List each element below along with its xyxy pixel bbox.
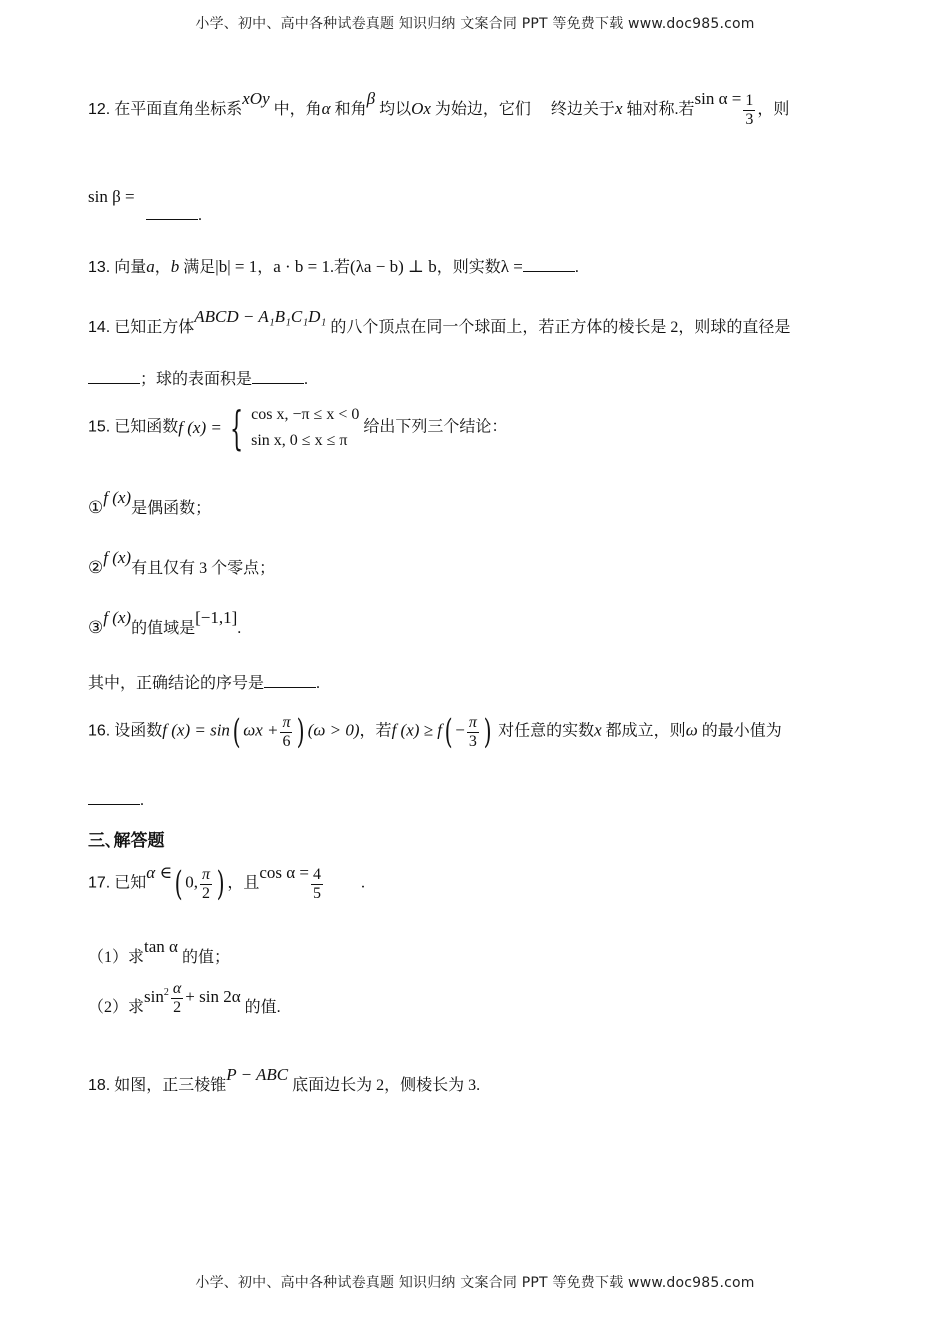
- question-14: 14. 已知正方体ABCD − A₁B₁C₁D₁ 的八个顶点在同一个球面上，若正方体的棱长是 2，则球的直径是: [88, 307, 791, 336]
- page-header: 小学、初中、高中各种试卷真题 知识归纳 文案合同 PPT 等免费下载 www.doc985.com: [195, 16, 755, 32]
- question-18: 18. 如图，正三棱锥P − ABC 底面边长为 2，侧棱长为 3.: [88, 1065, 481, 1094]
- question-16-answer-line: .: [88, 792, 144, 810]
- answer-blank: [146, 207, 198, 220]
- answer-blank: [88, 792, 140, 805]
- piecewise-function: f (x) = { cos x, −π ≤ x < 0 sin x, 0 ≤ x ≤ π: [178, 400, 360, 455]
- question-15-answer-line: 其中，正确结论的序号是 .: [88, 675, 321, 692]
- question-17-part-1: （1）求tan α 的值；: [88, 937, 230, 966]
- conclusion-2: ②f (x)有且仅有 3 个零点；: [88, 548, 276, 578]
- math-abs-b: |b| = 1: [215, 257, 258, 276]
- math-cube: ABCD − A₁B₁C₁D₁: [194, 307, 327, 326]
- math-xoy: xOy: [242, 88, 270, 108]
- question-14-answer-line: ；球的表面积是 .: [88, 366, 308, 389]
- answer-blank: [264, 675, 316, 688]
- question-17: 17. 已知α ∈( 0, $\frac{\pi}{2}$ ) ，且cos α = $\frac{4}{5}$ .: [88, 862, 365, 904]
- answer-blank: [252, 371, 304, 384]
- question-number: 12.: [88, 100, 111, 118]
- answer-blank: [523, 259, 575, 272]
- conclusion-3: ③f (x)的值域是[−1,1].: [88, 608, 242, 638]
- page-footer: 小学、初中、高中各种试卷真题 知识归纳 文案合同 PPT 等免费下载 www.doc985.com: [195, 1275, 755, 1291]
- question-16: 16. 设函数f (x) = sin( ωx + $\frac{\pi}{6}$ ) (ω > 0)，若f (x) ≥ f( − $\frac{\pi}{3}$ ) 对任意的实数x 都成立，则ω 的最小值为: [88, 712, 782, 752]
- math-sin-alpha: sin α =: [694, 88, 742, 108]
- question-15: 15. 已知函数 f (x) = { cos x, −π ≤ x < 0 sin x, 0 ≤ x ≤ π 给出下列三个结论：: [88, 400, 508, 455]
- answer-blank: [88, 371, 140, 384]
- conclusion-1: ①f (x)是偶函数；: [88, 488, 212, 518]
- question-13: 13. 向量a，b 满足|b| = 1，a · b = 1.若(λa − b) ⊥ b，则实数λ = .: [88, 257, 579, 276]
- question-17-part-2: （2）求$\sin^2$ $\frac{\alpha}{2}$ + sin 2α 的值.: [88, 980, 281, 1016]
- fraction-one-third: $\frac{1}{3}$: [745, 92, 754, 128]
- question-12-answer-line: sin β = .: [88, 187, 202, 224]
- section-title: 三､解答题: [88, 831, 165, 851]
- math-perpendicular: (λa − b) ⊥ b: [350, 257, 437, 276]
- question-12: 12. 在平面直角坐标系xOy 中，角α 和角β 均以Ox 为始边，它们 终边关于x 轴对称.若sin α = $\frac{1}{3}$ ，则: [88, 88, 790, 128]
